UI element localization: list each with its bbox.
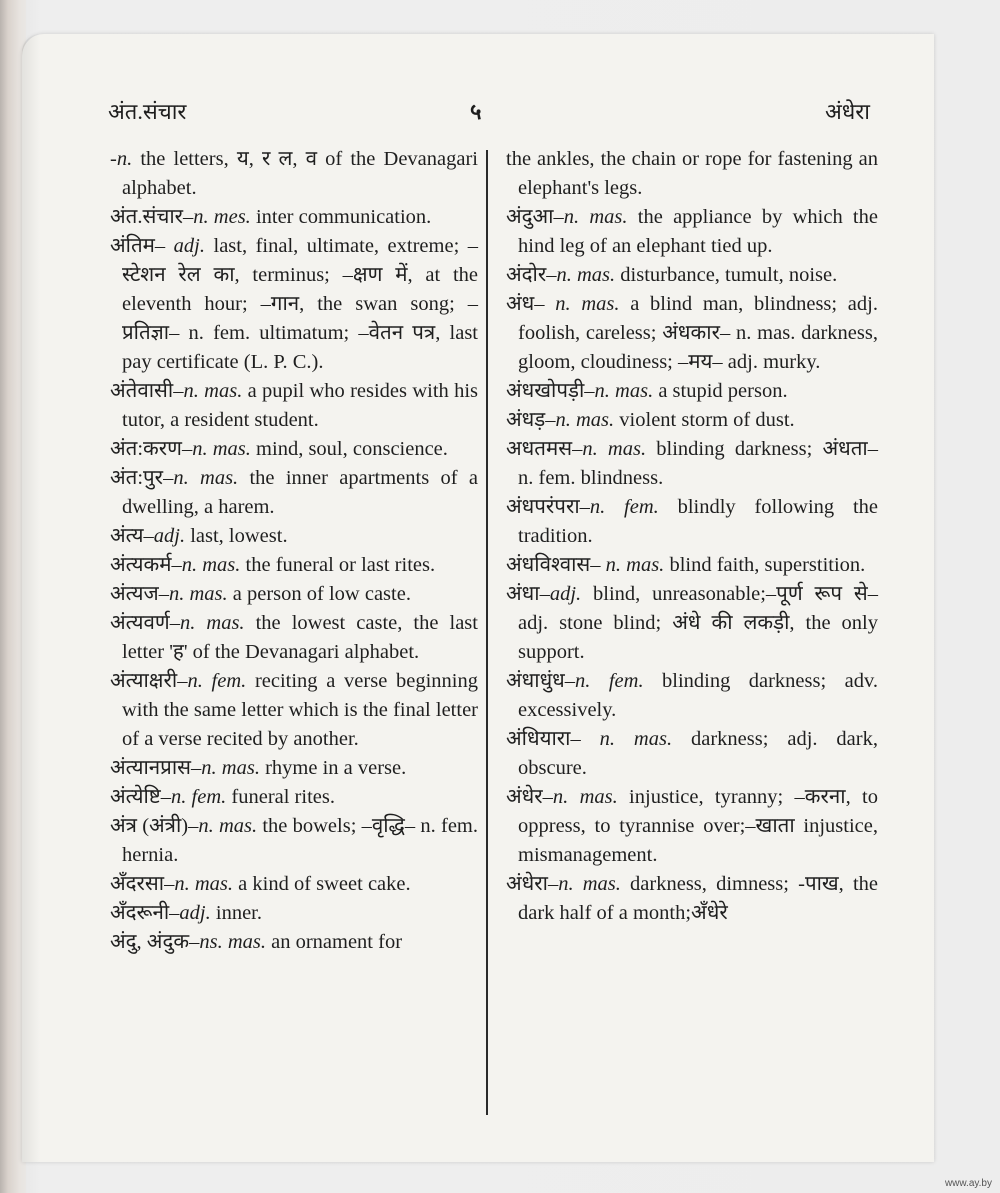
entry-part-of-speech: n. mas. <box>552 786 618 808</box>
entry-part-of-speech: n. fem. <box>187 670 247 692</box>
entry-part-of-speech: n. mas. <box>192 438 251 460</box>
entry-definition: funeral rites. <box>226 786 335 808</box>
dictionary-entry <box>110 203 478 232</box>
entry-definition: the inner apartments of a dwelling, a harem. <box>122 467 478 518</box>
entry-headword: अंत्र (अंत्री)– <box>110 815 199 837</box>
entry-headword: अंत:पुर– <box>110 467 174 489</box>
entry-headword: अंधपरंपरा– <box>506 496 590 518</box>
entry-definition: rhyme in a verse. <box>259 757 407 779</box>
entry-headword: अंत:करण– <box>110 438 193 460</box>
dictionary-entry <box>506 725 878 783</box>
column-divider <box>486 150 488 1115</box>
entry-part-of-speech: adj. <box>179 902 211 924</box>
entry-definition: the letters, य, र ल, व of the Devanagari alphabet. <box>122 148 478 199</box>
dictionary-entry <box>110 377 478 435</box>
entry-headword: अंदु, अंदुक– <box>110 931 200 953</box>
entry-definition: reciting a verse beginning with the same letter which is the final letter of a verse recited by another. <box>122 670 478 750</box>
entry-part-of-speech: n. mas. <box>174 873 234 895</box>
entry-headword: अंधियारा– <box>506 728 600 750</box>
entry-headword: अंधेर– <box>506 786 553 808</box>
dictionary-entry <box>506 580 878 667</box>
entry-definition: darkness, dimness; -पाख, the dark half of a month;अँधेरे <box>518 873 878 924</box>
entry-part-of-speech: n. mas. <box>179 612 245 634</box>
dictionary-entry <box>110 232 478 377</box>
entry-definition: blind faith, superstition. <box>664 554 866 576</box>
entry-definition: blind, unreasonable;–पूर्ण रूप से– adj. stone blind; अंधे की लकड़ी, the only support. <box>518 583 878 663</box>
dictionary-entry <box>506 551 878 580</box>
entry-definition: blinding darkness; adv. excessively. <box>518 670 878 721</box>
page-header <box>108 96 870 130</box>
dictionary-entry <box>110 754 478 783</box>
entry-definition: the lowest caste, the last letter 'ह' of the Devanagari alphabet. <box>122 612 478 663</box>
entry-part-of-speech: n. mas. <box>563 206 628 228</box>
entry-headword: अंत.संचार– <box>110 206 194 228</box>
entry-part-of-speech: n. mes. <box>193 206 251 228</box>
entry-headword: अंतेवासी– <box>110 380 184 402</box>
dictionary-entry <box>506 377 878 406</box>
right-column <box>506 145 878 928</box>
dictionary-entry <box>506 145 878 203</box>
dictionary-entry <box>506 783 878 870</box>
entry-part-of-speech: n. mas. <box>594 380 654 402</box>
entry-part-of-speech: n. mas. <box>556 264 616 286</box>
dictionary-entry <box>110 928 478 957</box>
entry-definition: the bowels; –वृद्धि– n. fem. hernia. <box>122 815 478 866</box>
entry-part-of-speech: n. mas. <box>555 409 615 431</box>
entry-definition: mind, soul, conscience. <box>250 438 448 460</box>
page-number: ५ <box>470 99 482 124</box>
dictionary-entry <box>506 870 878 928</box>
entry-part-of-speech: n. mas. <box>582 438 647 460</box>
entry-headword: अंदुआ– <box>506 206 564 228</box>
entry-part-of-speech: n. mas. <box>173 467 239 489</box>
dictionary-entry <box>110 609 478 667</box>
entry-headword: अंतिम– <box>110 235 174 257</box>
entry-headword: अंत्यज– <box>110 583 169 605</box>
entry-part-of-speech: n. fem. <box>589 496 659 518</box>
entry-headword: अँदरसा– <box>110 873 175 895</box>
entry-headword: अंत्येष्टि– <box>110 786 172 808</box>
dictionary-entry <box>110 551 478 580</box>
entry-part-of-speech: n. mas. <box>605 554 665 576</box>
dictionary-entry <box>110 522 478 551</box>
entry-headword: अंधड़– <box>506 409 556 431</box>
header-left-guideword: अंत.संचार <box>108 99 187 124</box>
dictionary-entry <box>506 290 878 377</box>
entry-headword: अंधाधुंध– <box>506 670 576 692</box>
entry-headword: अंधा– <box>506 583 550 605</box>
entry-part-of-speech: n. fem. <box>575 670 644 692</box>
entry-part-of-speech: adj. <box>173 235 205 257</box>
entry-headword: अंध– <box>506 293 556 315</box>
entry-part-of-speech: n. fem. <box>171 786 227 808</box>
entry-headword: अँदरूनी– <box>110 902 180 924</box>
entry-definition: a person of low caste. <box>227 583 411 605</box>
dictionary-entry <box>110 464 478 522</box>
entry-headword: अधतमस– <box>506 438 583 460</box>
entry-headword: अंदोर– <box>506 264 557 286</box>
dictionary-entry <box>110 145 478 203</box>
dictionary-entry <box>506 203 878 261</box>
dictionary-entry <box>506 261 878 290</box>
header-right-guideword: अंधेरा <box>824 99 870 124</box>
dictionary-entry <box>110 812 478 870</box>
entry-headword: अंधेरा– <box>506 873 559 895</box>
entry-definition: a stupid person. <box>653 380 788 402</box>
entry-definition: injustice, tyranny; –करना, to oppress, to tyrannise over;–खाता injustice, mismanagement. <box>518 786 878 866</box>
dictionary-entry <box>110 899 478 928</box>
entry-headword: अंत्याक्षरी– <box>110 670 188 692</box>
entry-part-of-speech: n. mas. <box>201 757 260 779</box>
entry-definition: inner. <box>210 902 262 924</box>
entry-definition: the ankles, the chain or rope for fastening an elephant's legs. <box>506 148 878 199</box>
entry-headword: अंधविश्वास– <box>506 554 606 576</box>
entry-headword: अंत्यवर्ण– <box>110 612 180 634</box>
entry-part-of-speech: -n. <box>110 148 133 170</box>
entry-part-of-speech: n. mas. <box>181 554 241 576</box>
dictionary-entry <box>506 667 878 725</box>
dictionary-entry <box>506 406 878 435</box>
entry-part-of-speech: adj. <box>153 525 186 547</box>
entry-definition: an ornament for <box>265 931 403 953</box>
entry-part-of-speech: adj. <box>549 583 582 605</box>
entry-part-of-speech: n. mas. <box>555 293 620 315</box>
dictionary-entry <box>506 435 878 493</box>
entry-definition: the appliance by which the hind leg of an elephant tied up. <box>518 206 878 257</box>
entry-part-of-speech: n. mas. <box>198 815 258 837</box>
entry-definition: violent storm of dust. <box>614 409 795 431</box>
entry-definition: darkness; adj. dark, obscure. <box>518 728 878 779</box>
entry-part-of-speech: n. mas. <box>558 873 621 895</box>
entry-headword: अंत्य– <box>110 525 154 547</box>
entry-headword: अंधखोपड़ी– <box>506 380 595 402</box>
entry-part-of-speech: n. mas. <box>599 728 673 750</box>
dictionary-entry <box>110 435 478 464</box>
entry-definition: a pupil who resides with his tutor, a resident student. <box>122 380 478 431</box>
entry-definition: disturbance, tumult, noise. <box>615 264 838 286</box>
entry-definition: inter communication. <box>250 206 432 228</box>
entry-definition: the funeral or last rites. <box>240 554 436 576</box>
dictionary-entry <box>110 783 478 812</box>
entry-definition: blindly following the tradition. <box>518 496 878 547</box>
dictionary-entry <box>110 667 478 754</box>
dictionary-entry <box>506 493 878 551</box>
entry-part-of-speech: n. mas. <box>168 583 228 605</box>
entry-part-of-speech: ns. mas. <box>199 931 266 953</box>
entry-definition: a kind of sweet cake. <box>233 873 411 895</box>
entry-headword: अंत्यानप्रास– <box>110 757 202 779</box>
dictionary-entry <box>110 870 478 899</box>
watermark: www.ay.by <box>944 1178 992 1189</box>
dictionary-entry <box>110 580 478 609</box>
entry-definition: last, final, ultimate, extreme; –स्टेशन रेल का, terminus; –क्षण में, at the eleventh hour; –गान, the swan song; –प्रतिज्ञा– n. fem. ultimatum; –वेतन पत्र, last pay certificate (L. P. C.). <box>122 235 479 373</box>
entry-part-of-speech: n. mas. <box>183 380 243 402</box>
entry-definition: blinding darkness; अंधता– n. fem. blindness. <box>518 438 878 489</box>
left-column <box>110 145 478 957</box>
entry-definition: a blind man, blindness; adj. foolish, careless; अंधकार– n. mas. darkness, gloom, cloudiness; –मय– adj. murky. <box>518 293 878 373</box>
entry-headword: अंत्यकर्म– <box>110 554 182 576</box>
entry-definition: last, lowest. <box>185 525 288 547</box>
